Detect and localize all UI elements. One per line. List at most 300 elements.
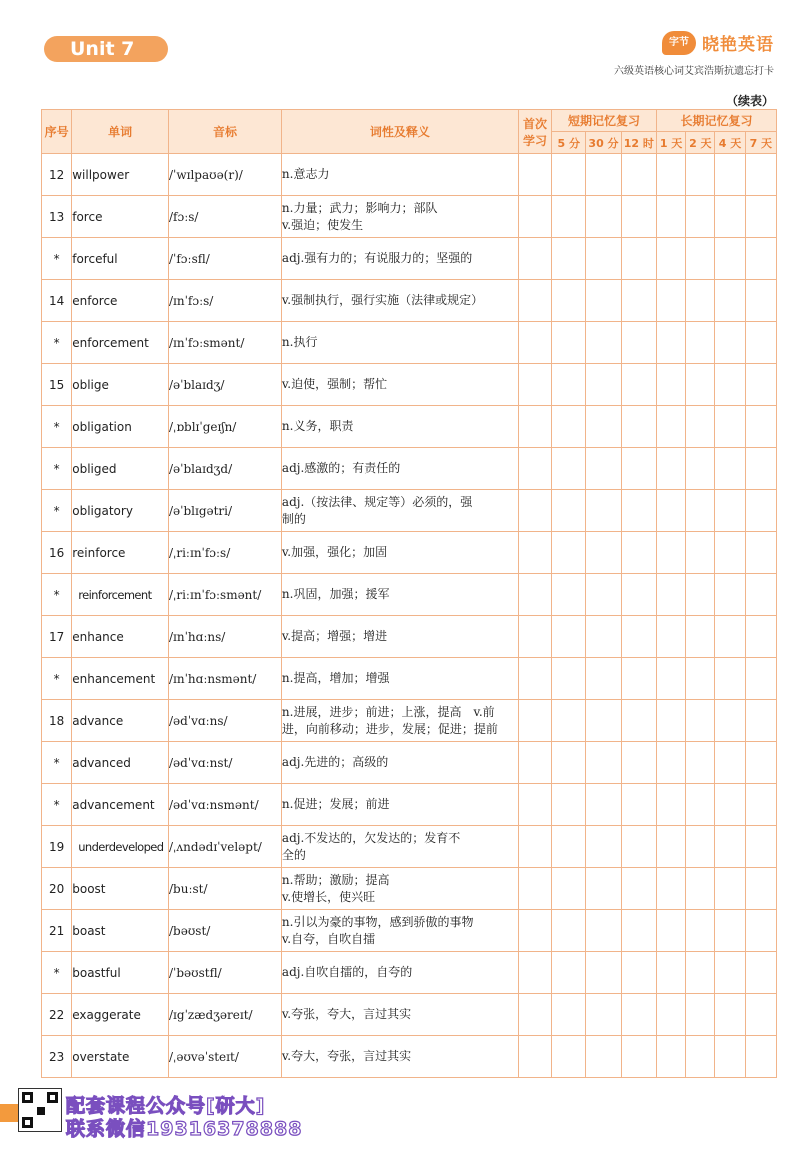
checkbox-4day[interactable]	[715, 910, 745, 952]
definition-line-1: n.进展，进步；前进；上涨，提高 v.前	[281, 704, 495, 719]
definition-line-2: 进，向前移动；进步，发展；促进；提前	[281, 721, 498, 736]
checkbox-4day[interactable]	[715, 196, 745, 238]
row-word: obligatory	[72, 490, 169, 532]
header-short-col: 30 分	[586, 132, 621, 154]
definition-line-1: n.引以为豪的事物，感到骄傲的事物	[281, 914, 474, 929]
brand	[662, 30, 774, 55]
checkbox-12h[interactable]	[621, 322, 656, 364]
checkbox-2day[interactable]	[686, 658, 715, 700]
definition-line-1: n.义务，职责	[281, 419, 354, 433]
checkbox-4day[interactable]	[715, 1036, 745, 1078]
row-word: advanced	[72, 742, 169, 784]
row-definition	[281, 196, 518, 238]
row-phonetic: /ˌriːɪnˈfɔːs/	[169, 532, 282, 574]
checkbox-5min[interactable]	[552, 322, 586, 364]
checkbox-12h[interactable]	[621, 910, 656, 952]
checkbox-2day[interactable]	[686, 826, 715, 868]
checkbox-7day[interactable]	[745, 238, 776, 280]
row-number: 20	[42, 868, 72, 910]
checkbox-12h[interactable]	[621, 448, 656, 490]
checkbox-2day[interactable]	[686, 868, 715, 910]
checkbox-1day[interactable]	[656, 574, 685, 616]
checkbox-7day[interactable]	[745, 1036, 776, 1078]
row-number: *	[42, 742, 72, 784]
checkbox-5min[interactable]	[552, 1036, 586, 1078]
row-word: oblige	[72, 364, 169, 406]
checkbox-5min[interactable]	[552, 742, 586, 784]
row-definition	[281, 406, 518, 448]
checkbox-1day[interactable]	[656, 238, 685, 280]
checkbox-1day[interactable]	[656, 448, 685, 490]
checkbox-7day[interactable]	[745, 196, 776, 238]
checkbox-1day[interactable]	[656, 826, 685, 868]
checkbox-5min[interactable]	[552, 784, 586, 826]
row-word: overstate	[72, 1036, 169, 1078]
checkbox-5min[interactable]	[552, 406, 586, 448]
row-definition	[281, 910, 518, 952]
checkbox-first-study[interactable]	[518, 1036, 551, 1078]
checkbox-first-study[interactable]	[518, 490, 551, 532]
row-number: *	[42, 322, 72, 364]
continued-label: （续表）	[725, 94, 774, 108]
checkbox-12h[interactable]	[621, 784, 656, 826]
checkbox-30min[interactable]	[586, 364, 621, 406]
row-definition	[281, 742, 518, 784]
checkbox-4day[interactable]	[715, 868, 745, 910]
brand-logo-icon: 字节	[662, 31, 696, 55]
checkbox-2day[interactable]	[686, 448, 715, 490]
checkbox-4day[interactable]	[715, 658, 745, 700]
checkbox-7day[interactable]	[745, 910, 776, 952]
checkbox-7day[interactable]	[745, 448, 776, 490]
checkbox-30min[interactable]	[586, 952, 621, 994]
checkbox-first-study[interactable]	[518, 700, 551, 742]
row-word: reinforce	[72, 532, 169, 574]
checkbox-4day[interactable]	[715, 154, 745, 196]
checkbox-1day[interactable]	[656, 196, 685, 238]
row-phonetic: /bəʊst/	[169, 910, 282, 952]
row-definition	[281, 826, 518, 868]
row-definition	[281, 700, 518, 742]
definition-line-1: v.迫使，强制；帮忙	[281, 377, 388, 391]
checkbox-12h[interactable]	[621, 1036, 656, 1078]
definition-line-2: v.自夸，自吹自擂	[281, 931, 376, 946]
checkbox-4day[interactable]	[715, 742, 745, 784]
checkbox-30min[interactable]	[586, 742, 621, 784]
checkbox-30min[interactable]	[586, 322, 621, 364]
checkbox-1day[interactable]	[656, 1036, 685, 1078]
checkbox-5min[interactable]	[552, 490, 586, 532]
header-long-col: 4 天	[715, 132, 745, 154]
row-phonetic: /ədˈvɑːnst/	[169, 742, 282, 784]
row-definition	[281, 448, 518, 490]
definition-line-2: 制的	[281, 511, 306, 526]
checkbox-first-study[interactable]	[518, 574, 551, 616]
checkbox-12h[interactable]	[621, 826, 656, 868]
header-word: 单词	[72, 110, 169, 154]
checkbox-12h[interactable]	[621, 616, 656, 658]
row-number: 21	[42, 910, 72, 952]
row-number: *	[42, 238, 72, 280]
checkbox-7day[interactable]	[745, 616, 776, 658]
checkbox-7day[interactable]	[745, 994, 776, 1036]
checkbox-7day[interactable]	[745, 700, 776, 742]
definition-line-1: adj.强有力的；有说服力的；坚强的	[281, 251, 473, 265]
row-definition	[281, 280, 518, 322]
definition-line-1: adj.自吹自擂的，自夸的	[281, 965, 413, 979]
checkbox-5min[interactable]	[552, 868, 586, 910]
checkbox-7day[interactable]	[745, 280, 776, 322]
table-row	[42, 280, 777, 322]
checkbox-30min[interactable]	[586, 154, 621, 196]
checkbox-30min[interactable]	[586, 196, 621, 238]
checkbox-5min[interactable]	[552, 154, 586, 196]
checkbox-1day[interactable]	[656, 490, 685, 532]
definition-line-1: n.力量；武力；影响力；部队	[281, 200, 438, 215]
definition-line-1: v.夸大，夸张，言过其实	[281, 1049, 412, 1063]
row-word: boost	[72, 868, 169, 910]
checkbox-2day[interactable]	[686, 784, 715, 826]
checkbox-1day[interactable]	[656, 616, 685, 658]
checkbox-1day[interactable]	[656, 868, 685, 910]
definition-line-1: n.帮助；激励；提高	[281, 872, 390, 887]
checkbox-2day[interactable]	[686, 196, 715, 238]
checkbox-4day[interactable]	[715, 994, 745, 1036]
checkbox-2day[interactable]	[686, 532, 715, 574]
header-short-col: 12 时	[621, 132, 656, 154]
header-long-col: 7 天	[745, 132, 776, 154]
checkbox-first-study[interactable]	[518, 616, 551, 658]
row-phonetic: /buːst/	[169, 868, 282, 910]
checkbox-30min[interactable]	[586, 280, 621, 322]
row-word: underdeveloped	[72, 826, 169, 868]
checkbox-30min[interactable]	[586, 658, 621, 700]
checkbox-30min[interactable]	[586, 784, 621, 826]
checkbox-2day[interactable]	[686, 574, 715, 616]
checkbox-4day[interactable]	[715, 406, 745, 448]
checkbox-12h[interactable]	[621, 280, 656, 322]
watermark-line-2: 联系微信19316378888	[66, 1118, 303, 1140]
checkbox-4day[interactable]	[715, 364, 745, 406]
checkbox-7day[interactable]	[745, 784, 776, 826]
row-definition	[281, 658, 518, 700]
checkbox-7day[interactable]	[745, 364, 776, 406]
checkbox-first-study[interactable]	[518, 952, 551, 994]
row-word: exaggerate	[72, 994, 169, 1036]
checkbox-1day[interactable]	[656, 994, 685, 1036]
checkbox-first-study[interactable]	[518, 910, 551, 952]
checkbox-4day[interactable]	[715, 280, 745, 322]
checkbox-12h[interactable]	[621, 700, 656, 742]
checkbox-7day[interactable]	[745, 532, 776, 574]
definition-line-2: v.使增长，使兴旺	[281, 889, 376, 904]
row-phonetic: /əˈblɪgətri/	[169, 490, 282, 532]
checkbox-4day[interactable]	[715, 616, 745, 658]
table-row	[42, 364, 777, 406]
definition-line-1: n.提高，增加；增强	[281, 671, 390, 685]
checkbox-7day[interactable]	[745, 322, 776, 364]
checkbox-12h[interactable]	[621, 742, 656, 784]
row-number: *	[42, 658, 72, 700]
checkbox-1day[interactable]	[656, 700, 685, 742]
row-word: boast	[72, 910, 169, 952]
checkbox-2day[interactable]	[686, 154, 715, 196]
checkbox-5min[interactable]	[552, 952, 586, 994]
checkbox-7day[interactable]	[745, 154, 776, 196]
definition-line-2: v.强迫；使发生	[281, 217, 364, 232]
checkbox-5min[interactable]	[552, 910, 586, 952]
row-number: *	[42, 952, 72, 994]
checkbox-4day[interactable]	[715, 952, 745, 994]
row-definition	[281, 322, 518, 364]
checkbox-5min[interactable]	[552, 196, 586, 238]
row-definition	[281, 952, 518, 994]
row-number: *	[42, 448, 72, 490]
checkbox-2day[interactable]	[686, 952, 715, 994]
checkbox-12h[interactable]	[621, 994, 656, 1036]
checkbox-5min[interactable]	[552, 826, 586, 868]
checkbox-first-study[interactable]	[518, 322, 551, 364]
row-word: force	[72, 196, 169, 238]
checkbox-12h[interactable]	[621, 406, 656, 448]
header-long-col: 1 天	[656, 132, 685, 154]
table-row	[42, 322, 777, 364]
checkbox-5min[interactable]	[552, 616, 586, 658]
definition-line-1: n.巩固，加强；援军	[281, 587, 390, 601]
checkbox-12h[interactable]	[621, 868, 656, 910]
checkbox-30min[interactable]	[586, 700, 621, 742]
checkbox-7day[interactable]	[745, 406, 776, 448]
checkbox-1day[interactable]	[656, 532, 685, 574]
checkbox-2day[interactable]	[686, 490, 715, 532]
checkbox-30min[interactable]	[586, 616, 621, 658]
checkbox-first-study[interactable]	[518, 238, 551, 280]
definition-line-1: v.加强，强化；加固	[281, 545, 388, 559]
table-row	[42, 658, 777, 700]
checkbox-30min[interactable]	[586, 1036, 621, 1078]
checkbox-30min[interactable]	[586, 826, 621, 868]
row-phonetic: /ɪnˈhɑːnsmənt/	[169, 658, 282, 700]
row-definition	[281, 574, 518, 616]
checkbox-1day[interactable]	[656, 910, 685, 952]
checkbox-7day[interactable]	[745, 826, 776, 868]
checkbox-30min[interactable]	[586, 490, 621, 532]
row-word: advancement	[72, 784, 169, 826]
checkbox-2day[interactable]	[686, 280, 715, 322]
checkbox-30min[interactable]	[586, 910, 621, 952]
checkbox-1day[interactable]	[656, 154, 685, 196]
checkbox-12h[interactable]	[621, 952, 656, 994]
row-phonetic: /ˌriːɪnˈfɔːsmənt/	[169, 574, 282, 616]
checkbox-first-study[interactable]	[518, 994, 551, 1036]
checkbox-1day[interactable]	[656, 406, 685, 448]
checkbox-5min[interactable]	[552, 658, 586, 700]
row-definition	[281, 868, 518, 910]
checkbox-30min[interactable]	[586, 448, 621, 490]
checkbox-12h[interactable]	[621, 154, 656, 196]
checkbox-first-study[interactable]	[518, 742, 551, 784]
checkbox-12h[interactable]	[621, 364, 656, 406]
checkbox-first-study[interactable]	[518, 868, 551, 910]
header-phonetic: 音标	[169, 110, 282, 154]
checkbox-5min[interactable]	[552, 238, 586, 280]
checkbox-4day[interactable]	[715, 238, 745, 280]
checkbox-4day[interactable]	[715, 826, 745, 868]
checkbox-5min[interactable]	[552, 574, 586, 616]
table-row	[42, 616, 777, 658]
table-row	[42, 1036, 777, 1078]
checkbox-12h[interactable]	[621, 238, 656, 280]
definition-line-1: n.执行	[281, 335, 318, 349]
definition-line-1: v.强制执行，强行实施（法律或规定）	[281, 293, 484, 307]
checkbox-first-study[interactable]	[518, 826, 551, 868]
checkbox-1day[interactable]	[656, 784, 685, 826]
checkbox-30min[interactable]	[586, 406, 621, 448]
definition-line-1: adj.不发达的，欠发达的；发育不	[281, 830, 461, 845]
checkbox-4day[interactable]	[715, 700, 745, 742]
vocab-table	[41, 109, 777, 1078]
checkbox-30min[interactable]	[586, 238, 621, 280]
table-row	[42, 952, 777, 994]
checkbox-first-study[interactable]	[518, 784, 551, 826]
checkbox-5min[interactable]	[552, 994, 586, 1036]
checkbox-5min[interactable]	[552, 448, 586, 490]
row-definition	[281, 994, 518, 1036]
table-row	[42, 784, 777, 826]
table-row	[42, 994, 777, 1036]
header-long-review: 长期记忆复习	[656, 110, 776, 132]
definition-line-2: 全的	[281, 847, 306, 862]
row-phonetic: /ədˈvɑːns/	[169, 700, 282, 742]
checkbox-4day[interactable]	[715, 532, 745, 574]
row-word: advance	[72, 700, 169, 742]
checkbox-12h[interactable]	[621, 490, 656, 532]
row-number: 15	[42, 364, 72, 406]
row-phonetic: /ˌʌndədɪˈveləpt/	[169, 826, 282, 868]
checkbox-first-study[interactable]	[518, 532, 551, 574]
subtitle: 六级英语核心词艾宾浩斯抗遗忘打卡	[614, 66, 774, 77]
row-phonetic: /ɪgˈzædʒəreɪt/	[169, 994, 282, 1036]
checkbox-7day[interactable]	[745, 742, 776, 784]
checkbox-4day[interactable]	[715, 322, 745, 364]
header-short-col: 5 分	[552, 132, 586, 154]
table-row	[42, 742, 777, 784]
checkbox-4day[interactable]	[715, 574, 745, 616]
row-definition	[281, 154, 518, 196]
row-definition	[281, 364, 518, 406]
checkbox-1day[interactable]	[656, 280, 685, 322]
watermark-line-1: 配套课程公众号[研大]	[66, 1095, 266, 1117]
checkbox-30min[interactable]	[586, 532, 621, 574]
checkbox-30min[interactable]	[586, 574, 621, 616]
row-phonetic: /əˈblaɪdʒ/	[169, 364, 282, 406]
checkbox-4day[interactable]	[715, 784, 745, 826]
row-number: 23	[42, 1036, 72, 1078]
checkbox-7day[interactable]	[745, 658, 776, 700]
checkbox-first-study[interactable]	[518, 280, 551, 322]
header-definition: 词性及释义	[281, 110, 518, 154]
checkbox-first-study[interactable]	[518, 658, 551, 700]
checkbox-7day[interactable]	[745, 574, 776, 616]
qr-code-icon	[18, 1088, 62, 1132]
checkbox-12h[interactable]	[621, 658, 656, 700]
checkbox-5min[interactable]	[552, 280, 586, 322]
row-phonetic: /fɔːs/	[169, 196, 282, 238]
checkbox-2day[interactable]	[686, 322, 715, 364]
checkbox-1day[interactable]	[656, 658, 685, 700]
row-number: *	[42, 784, 72, 826]
row-number: 22	[42, 994, 72, 1036]
checkbox-4day[interactable]	[715, 448, 745, 490]
row-number: 16	[42, 532, 72, 574]
checkbox-1day[interactable]	[656, 952, 685, 994]
checkbox-2day[interactable]	[686, 364, 715, 406]
checkbox-2day[interactable]	[686, 910, 715, 952]
checkbox-2day[interactable]	[686, 700, 715, 742]
table-row	[42, 196, 777, 238]
checkbox-7day[interactable]	[745, 952, 776, 994]
checkbox-12h[interactable]	[621, 532, 656, 574]
definition-line-1: v.提高；增强；增进	[281, 629, 388, 643]
checkbox-7day[interactable]	[745, 868, 776, 910]
row-word: forceful	[72, 238, 169, 280]
checkbox-5min[interactable]	[552, 364, 586, 406]
checkbox-1day[interactable]	[656, 322, 685, 364]
definition-line-1: adj.（按法律、规定等）必须的，强	[281, 494, 473, 509]
checkbox-2day[interactable]	[686, 994, 715, 1036]
checkbox-first-study[interactable]	[518, 196, 551, 238]
table-row	[42, 448, 777, 490]
checkbox-7day[interactable]	[745, 490, 776, 532]
checkbox-30min[interactable]	[586, 868, 621, 910]
checkbox-first-study[interactable]	[518, 364, 551, 406]
checkbox-12h[interactable]	[621, 196, 656, 238]
row-definition	[281, 490, 518, 532]
checkbox-2day[interactable]	[686, 238, 715, 280]
checkbox-first-study[interactable]	[518, 154, 551, 196]
checkbox-2day[interactable]	[686, 742, 715, 784]
row-number: 17	[42, 616, 72, 658]
row-number: 18	[42, 700, 72, 742]
checkbox-2day[interactable]	[686, 616, 715, 658]
definition-line-1: adj.感激的；有责任的	[281, 461, 401, 475]
checkbox-2day[interactable]	[686, 406, 715, 448]
row-definition	[281, 532, 518, 574]
checkbox-first-study[interactable]	[518, 406, 551, 448]
checkbox-1day[interactable]	[656, 742, 685, 784]
checkbox-30min[interactable]	[586, 994, 621, 1036]
definition-line-1: v.夸张，夸大，言过其实	[281, 1007, 412, 1021]
checkbox-12h[interactable]	[621, 574, 656, 616]
checkbox-5min[interactable]	[552, 532, 586, 574]
checkbox-first-study[interactable]	[518, 448, 551, 490]
checkbox-4day[interactable]	[715, 490, 745, 532]
row-phonetic: /əˈblaɪdʒd/	[169, 448, 282, 490]
row-word: enforcement	[72, 322, 169, 364]
checkbox-2day[interactable]	[686, 1036, 715, 1078]
table-row	[42, 238, 777, 280]
page-edge-tab	[0, 1104, 18, 1122]
checkbox-5min[interactable]	[552, 700, 586, 742]
row-word: willpower	[72, 154, 169, 196]
row-phonetic: /ˌɒblɪˈgeɪʃn/	[169, 406, 282, 448]
row-number: *	[42, 406, 72, 448]
row-word: enhancement	[72, 658, 169, 700]
row-number: *	[42, 490, 72, 532]
row-definition	[281, 784, 518, 826]
definition-line-1: n.意志力	[281, 167, 330, 181]
checkbox-1day[interactable]	[656, 364, 685, 406]
